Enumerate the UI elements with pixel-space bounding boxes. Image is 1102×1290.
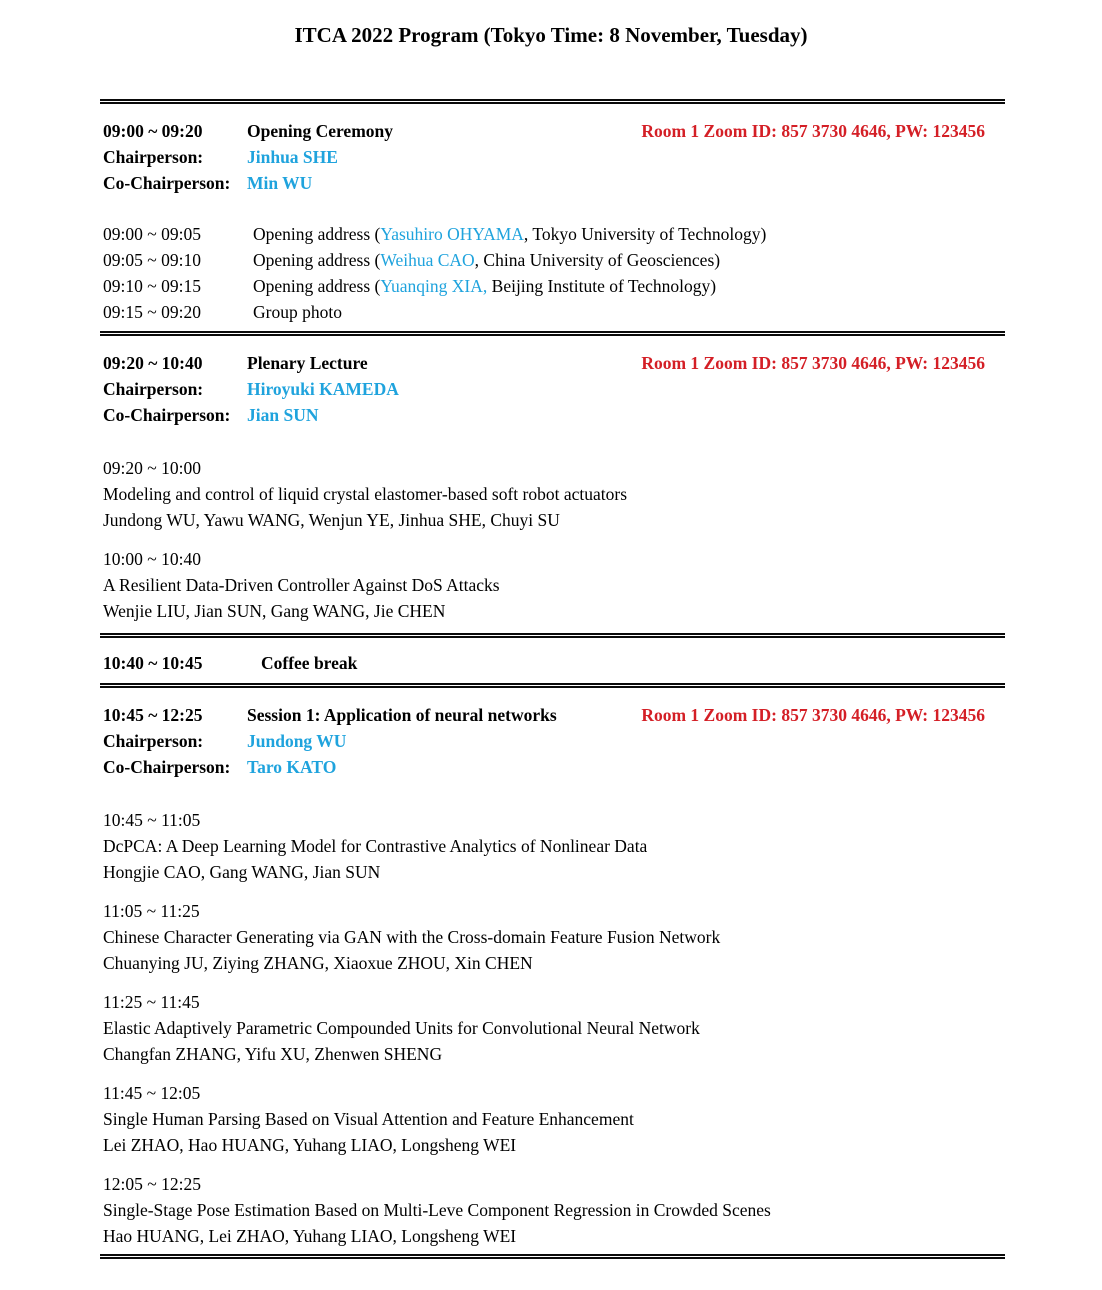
- co-chairperson-row: [100, 170, 1005, 196]
- talk-time: 10:45 ~ 11:05: [103, 810, 201, 830]
- session-header-row: [100, 702, 1005, 728]
- talk-time: 09:20 ~ 10:00: [103, 458, 201, 478]
- co-chairperson-row: [100, 402, 1005, 428]
- talk-authors: Jundong WU, Yawu WANG, Wenjun YE, Jinhua SHE, Chuyi SU: [103, 510, 560, 530]
- item-time: 09:05 ~ 09:10: [103, 250, 201, 270]
- talk-title: DcPCA: A Deep Learning Model for Contrastive Analytics of Nonlinear Data: [103, 836, 648, 856]
- break-title: Coffee break: [261, 653, 358, 673]
- session-time: 09:20 ~ 10:40: [103, 353, 203, 373]
- chairperson-row: [100, 144, 1005, 170]
- session-title: Opening Ceremony: [247, 121, 393, 141]
- item-description: [253, 299, 1005, 325]
- session-time: 10:45 ~ 12:25: [103, 705, 203, 725]
- session-room-info: Room 1 Zoom ID: 857 3730 4646, PW: 123456: [641, 353, 985, 373]
- talk: [100, 1171, 1005, 1249]
- section-divider: [100, 331, 1005, 336]
- co-chairperson-name: Taro KATO: [247, 757, 337, 777]
- chairperson-label: Chairperson:: [103, 147, 204, 167]
- section-divider: [100, 99, 1005, 104]
- item-text-prefix: Opening address (: [253, 224, 381, 244]
- talk: [100, 989, 1005, 1067]
- session-opening-ceremony: [100, 118, 1005, 196]
- talk-title: Chinese Character Generating via GAN with the Cross-domain Feature Fusion Network: [103, 927, 721, 947]
- talk-time: 12:05 ~ 12:25: [103, 1174, 201, 1194]
- coffee-break-row: [100, 650, 1005, 676]
- session-room-info: Room 1 Zoom ID: 857 3730 4646, PW: 123456: [641, 121, 985, 141]
- talk-authors: Hongjie CAO, Gang WANG, Jian SUN: [103, 862, 381, 882]
- program-item: [100, 299, 1005, 325]
- co-chairperson-label: Co-Chairperson:: [103, 757, 231, 777]
- talk-time: 11:45 ~ 12:05: [103, 1083, 201, 1103]
- item-description: [253, 221, 1005, 247]
- item-text-prefix: Opening address (: [253, 276, 381, 296]
- program-item: [100, 273, 1005, 299]
- talk-title: Modeling and control of liquid crystal elastomer-based soft robot actuators: [103, 484, 628, 504]
- item-text-suffix: , Tokyo University of Technology): [523, 224, 767, 244]
- page-title: ITCA 2022 Program (Tokyo Time: 8 November, Tuesday): [294, 23, 808, 47]
- break-time: 10:40 ~ 10:45: [103, 653, 203, 673]
- item-text-prefix: Group photo: [253, 302, 342, 322]
- session-header-row: [100, 350, 1005, 376]
- item-time: 09:00 ~ 09:05: [103, 224, 201, 244]
- speaker-name: Weihua CAO: [380, 250, 475, 270]
- chairperson-row: [100, 728, 1005, 754]
- talk-title: A Resilient Data-Driven Controller Against DoS Attacks: [103, 575, 500, 595]
- speaker-name: Yuanqing XIA,: [380, 276, 488, 296]
- program-document: [100, 99, 1005, 1259]
- session-header-row: [100, 118, 1005, 144]
- co-chairperson-row: [100, 754, 1005, 780]
- item-text-prefix: Opening address (: [253, 250, 381, 270]
- chairperson-label: Chairperson:: [103, 731, 204, 751]
- item-text-suffix: Beijing Institute of Technology): [487, 276, 717, 296]
- talk: [100, 898, 1005, 976]
- chairperson-label: Chairperson:: [103, 379, 204, 399]
- item-time: 09:10 ~ 09:15: [103, 276, 201, 296]
- section-divider: [100, 633, 1005, 638]
- session1-talks: [100, 807, 1005, 1249]
- item-time: 09:15 ~ 09:20: [103, 302, 201, 322]
- session-title: Plenary Lecture: [247, 353, 368, 373]
- co-chairperson-name: Min WU: [247, 173, 313, 193]
- chairperson-name: Hiroyuki KAMEDA: [247, 379, 399, 399]
- plenary-talks: [100, 455, 1005, 624]
- session-title: Session 1: Application of neural networks: [247, 705, 557, 725]
- talk-title: Elastic Adaptively Parametric Compounded Units for Convolutional Neural Network: [103, 1018, 700, 1038]
- talk-title: Single-Stage Pose Estimation Based on Multi-Leve Component Regression in Crowded Scenes: [103, 1200, 771, 1220]
- item-text-suffix: , China University of Geosciences): [474, 250, 721, 270]
- chairperson-row: [100, 376, 1005, 402]
- co-chairperson-name: Jian SUN: [247, 405, 319, 425]
- co-chairperson-label: Co-Chairperson:: [103, 173, 231, 193]
- session-room-info: Room 1 Zoom ID: 857 3730 4646, PW: 123456: [641, 705, 985, 725]
- chairperson-name: Jundong WU: [247, 731, 347, 751]
- item-description: [253, 247, 1005, 273]
- session-neural-networks: [100, 702, 1005, 780]
- talk-time: 11:25 ~ 11:45: [103, 992, 200, 1012]
- talk-time: 10:00 ~ 10:40: [103, 549, 201, 569]
- talk-authors: Hao HUANG, Lei ZHAO, Yuhang LIAO, Longsheng WEI: [103, 1226, 517, 1246]
- opening-ceremony-items: [100, 221, 1005, 325]
- item-description: [253, 273, 1005, 299]
- section-divider: [100, 1254, 1005, 1259]
- session-plenary-lecture: [100, 350, 1005, 428]
- talk: [100, 807, 1005, 885]
- talk: [100, 1080, 1005, 1158]
- talk-title: Single Human Parsing Based on Visual Attention and Feature Enhancement: [103, 1109, 634, 1129]
- talk-authors: Changfan ZHANG, Yifu XU, Zhenwen SHENG: [103, 1044, 443, 1064]
- speaker-name: Yasuhiro OHYAMA: [380, 224, 524, 244]
- chairperson-name: Jinhua SHE: [247, 147, 338, 167]
- talk-authors: Wenjie LIU, Jian SUN, Gang WANG, Jie CHEN: [103, 601, 446, 621]
- session-time: 09:00 ~ 09:20: [103, 121, 203, 141]
- talk-time: 11:05 ~ 11:25: [103, 901, 200, 921]
- talk: [100, 546, 1005, 624]
- talk-authors: Lei ZHAO, Hao HUANG, Yuhang LIAO, Longsheng WEI: [103, 1135, 517, 1155]
- co-chairperson-label: Co-Chairperson:: [103, 405, 231, 425]
- talk: [100, 455, 1005, 533]
- talk-authors: Chuanying JU, Ziying ZHANG, Xiaoxue ZHOU, Xin CHEN: [103, 953, 533, 973]
- program-item: [100, 247, 1005, 273]
- program-item: [100, 221, 1005, 247]
- section-divider: [100, 683, 1005, 688]
